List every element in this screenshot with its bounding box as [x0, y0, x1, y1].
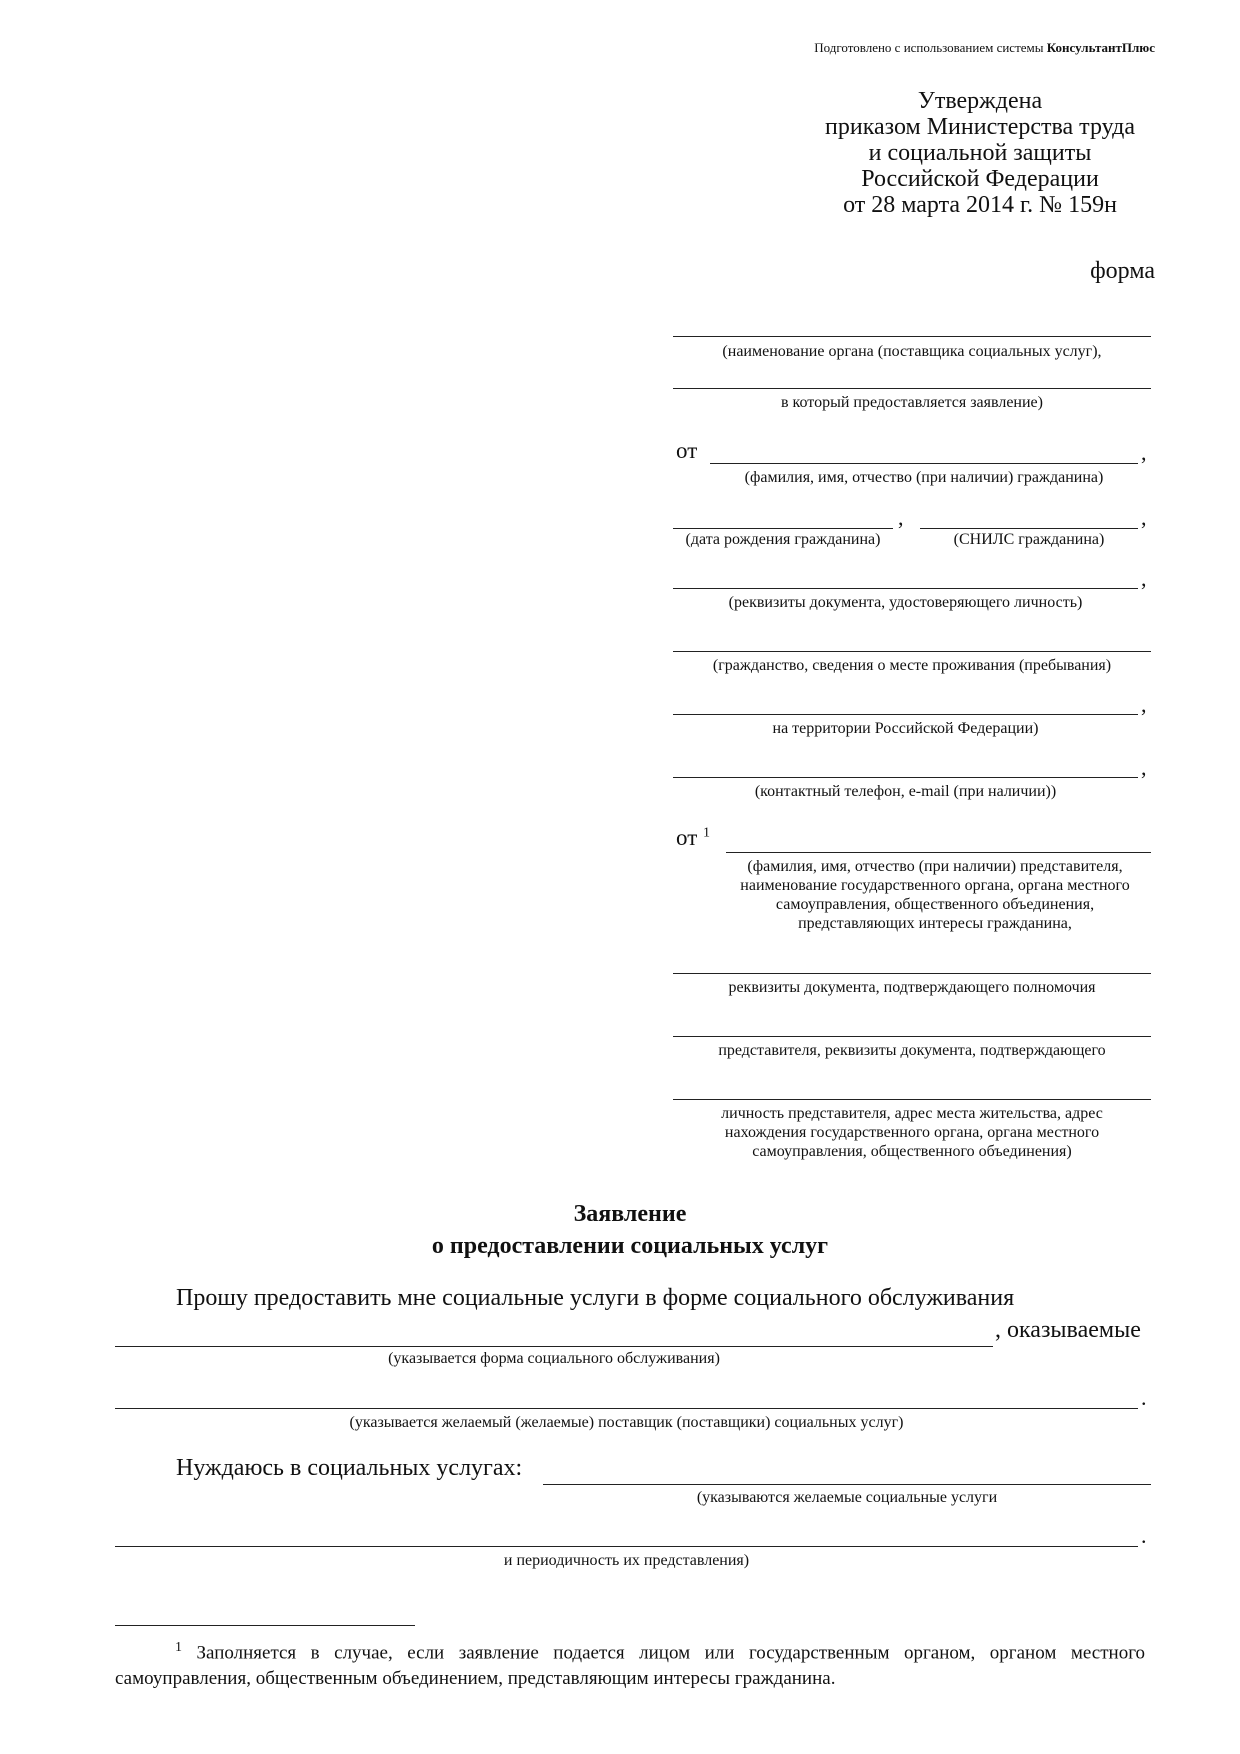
- fio-line[interactable]: [710, 463, 1138, 464]
- approval-line: Российской Федерации: [861, 166, 1099, 192]
- comma: ,: [1141, 692, 1147, 717]
- periodicity-caption: и периодичность их представления): [503, 1552, 750, 1569]
- comma: ,: [1141, 505, 1147, 530]
- comma: ,: [898, 505, 904, 530]
- form-label: форма: [1090, 258, 1155, 284]
- footnote-number: 1: [175, 1640, 182, 1655]
- citizenship-line[interactable]: [673, 651, 1151, 652]
- contact-line[interactable]: [673, 777, 1138, 778]
- footnote-mark: 1: [703, 825, 710, 841]
- contact-caption: (контактный телефон, e-mail (при наличии)): [754, 783, 1057, 800]
- id-doc-line[interactable]: [673, 588, 1138, 589]
- from-label: от: [676, 438, 698, 463]
- services-line[interactable]: [543, 1484, 1151, 1485]
- rep-doc-caption-2: представителя, реквизиты документа, подтверждающего: [718, 1042, 1106, 1059]
- prepared-note: Подготовлено с использованием системы КонсультантПлюс: [814, 40, 1155, 55]
- approval-block: [820, 88, 1140, 218]
- need-text: Нуждаюсь в социальных услугах:: [176, 1455, 523, 1481]
- organ-caption-2: в который предоставляется заявление): [781, 394, 1043, 411]
- territory-caption: на территории Российской Федерации): [772, 720, 1039, 737]
- representative-line[interactable]: [726, 852, 1151, 853]
- title-line-1: Заявление: [573, 1201, 687, 1227]
- service-form-caption: (указывается форма социального обслуживания): [388, 1350, 720, 1367]
- period: .: [1141, 1523, 1147, 1548]
- footnote-divider: [115, 1625, 415, 1626]
- approval-line: приказом Министерства труда: [825, 114, 1135, 140]
- rep-doc-line-3[interactable]: [673, 1099, 1151, 1100]
- rep-doc-line-2[interactable]: [673, 1036, 1151, 1037]
- rep-from-label: от $^1$: [676, 825, 710, 850]
- provided-word: , оказываемые: [995, 1317, 1141, 1343]
- provider-caption: (указывается желаемый (желаемые) поставщик (поставщики) социальных услуг): [349, 1414, 904, 1431]
- rep-doc-caption-1: реквизиты документа, подтверждающего полномочия: [728, 979, 1096, 996]
- organ-line-1[interactable]: [673, 336, 1151, 337]
- comma: ,: [1141, 566, 1147, 591]
- approval-line: и социальной защиты: [868, 140, 1092, 166]
- footnote: [115, 1635, 1145, 1692]
- snils-caption: (СНИЛС гражданина): [953, 531, 1105, 548]
- periodicity-line[interactable]: [115, 1546, 1138, 1547]
- service-form-line[interactable]: [115, 1346, 993, 1347]
- title-line-2: о предоставлении социальных услуг: [431, 1233, 829, 1259]
- approval-line: от 28 марта 2014 г. № 159н: [843, 192, 1117, 218]
- services-caption: (указываются желаемые социальные услуги: [696, 1489, 998, 1506]
- representative-caption: (фамилия, имя, отчество (при наличии) представителя, наименование государственного органа, органа местного самоуправления, общественного объединения, представляющих интересы гражданина,: [740, 858, 1130, 932]
- id-doc-caption: (реквизиты документа, удостоверяющего личность): [728, 594, 1083, 611]
- rep-doc-line-1[interactable]: [673, 973, 1151, 974]
- request-text: Прошу предоставить мне социальные услуги в форме социального обслуживания: [176, 1285, 1015, 1311]
- footnote-text: Заполняется в случае, если заявление подается лицом или государственным органом, органом местного самоуправления, общественным объединением, представляющим интересы гражданина.: [115, 1642, 1146, 1690]
- comma: ,: [1141, 440, 1147, 465]
- snils-line[interactable]: [920, 528, 1138, 529]
- prepared-brand: КонсультантПлюс: [1046, 40, 1155, 55]
- birth-date-caption: (дата рождения гражданина): [685, 531, 881, 548]
- approval-line: Утверждена: [917, 88, 1043, 114]
- period: .: [1141, 1385, 1147, 1410]
- territory-line[interactable]: [673, 714, 1138, 715]
- provider-line[interactable]: [115, 1408, 1138, 1409]
- organ-caption-1: (наименование органа (поставщика социальных услуг),: [722, 343, 1102, 360]
- citizenship-caption: (гражданство, сведения о месте проживания (пребывания): [712, 657, 1112, 674]
- fio-caption: (фамилия, имя, отчество (при наличии) гражданина): [744, 469, 1104, 486]
- comma: ,: [1141, 755, 1147, 780]
- rep-doc-caption-3: личность представителя, адрес места жительства, адрес нахождения государственного органа, органа местного самоуправления, общественного объединения): [721, 1105, 1103, 1160]
- organ-line-2[interactable]: [673, 388, 1151, 389]
- birth-date-line[interactable]: [673, 528, 893, 529]
- document-title: [0, 1198, 1240, 1262]
